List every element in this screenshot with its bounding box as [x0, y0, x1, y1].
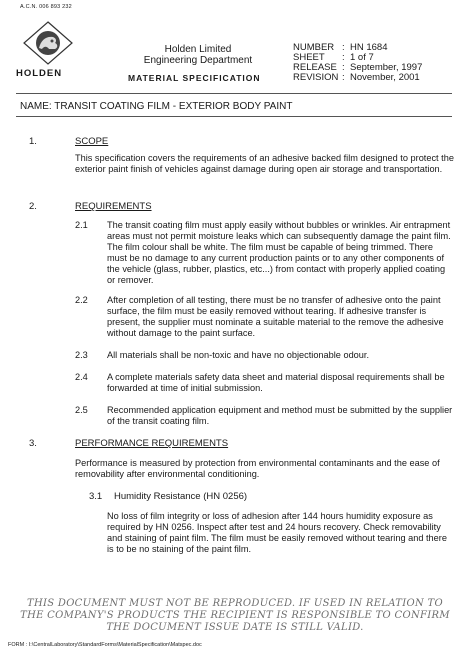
meta-key: NUMBER — [293, 42, 335, 53]
section-1-heading: SCOPE — [75, 136, 109, 147]
company-block — [138, 44, 258, 66]
subsection-3-1-body: No loss of film integrity or loss of adhesion after 144 hours humidity exposure as required by HN 0256. Inspect after test and 24 hours recovery. Check removability and staining of paint film. The film must be easily removed without tearing and there is to be no staining of the paint film. — [107, 511, 447, 554]
item-text: All materials shall be non-toxic and have no objectionable odour. — [107, 350, 370, 360]
meta-row-sheet: SHEET : 1 of 7 — [293, 52, 374, 63]
section-3-heading: PERFORMANCE REQUIREMENTS — [75, 438, 229, 449]
header-divider — [16, 93, 452, 94]
item-text: A complete materials safety data sheet and material disposal requirements shall be forwarded at time of initial submission. — [107, 372, 445, 393]
reproduction-warning — [0, 598, 470, 634]
item-text: After completion of all testing, there must be no transfer of adhesive onto the paint surface, the film must be easily removed without tearing. If adhesive transfer is present, the supplier must nominate a suitable material to the remove the adhesive without damage to the paint surface. — [107, 295, 444, 338]
section-1-body: This specification covers the requirements of an adhesive backed film designed to protect the exterior paint finish of vehicles against damage during open air storage and transportation. — [75, 153, 454, 174]
item-text: The transit coating film must apply easily without bubbles or wrinkles. Air entrapment areas must not permit moisture leaks which can subsequently damage the paint film. The film colour shall be white. The film must be capable of being trimmed. There must be no damage to any current production paints or to any other components of the vehicle (glass, rubber, plastics, etc...) from contact with properly applied coating or remover. — [107, 220, 451, 285]
subsection-3-1-number: 3.1 — [89, 491, 103, 502]
section-2-heading: REQUIREMENTS — [75, 201, 152, 212]
meta-key: REVISION — [293, 72, 339, 83]
section-3-number: 3. — [29, 438, 37, 449]
meta-value: HN 1684 — [350, 42, 388, 53]
meta-value: November, 2001 — [350, 72, 420, 83]
meta-value: 1 of 7 — [350, 52, 374, 63]
item-number: 2.5 — [75, 405, 88, 415]
warning-line: THE DOCUMENT ISSUE DATE IS STILL VALID. — [106, 622, 364, 633]
item-number: 2.3 — [75, 350, 88, 360]
meta-key: SHEET — [293, 52, 325, 63]
meta-value: September, 1997 — [350, 62, 423, 73]
form-path: FORM : I:\CentralLaboratory\StandardForms\MaterialSpecification\Matspec.doc — [8, 642, 202, 648]
document-meta-table — [293, 43, 422, 83]
title-divider — [16, 116, 452, 117]
company-name: Holden Limited — [164, 44, 232, 55]
meta-row-release: RELEASE : September, 1997 — [293, 62, 423, 73]
acn-number: A.C.N. 006 893 232 — [20, 4, 72, 10]
meta-row-revision: REVISION : November, 2001 — [293, 72, 420, 83]
meta-row-number: NUMBER : HN 1684 — [293, 42, 388, 53]
warning-line: THE COMPANY'S PRODUCTS THE RECIPIENT IS RESPONSIBLE TO CONFIRM — [20, 610, 450, 621]
department-name: Engineering Department — [143, 55, 253, 66]
meta-key: RELEASE — [293, 62, 337, 73]
section-2-number: 2. — [29, 201, 37, 212]
item-number: 2.4 — [75, 372, 88, 382]
document-type: MATERIAL SPECIFICATION — [128, 73, 261, 83]
item-number: 2.1 — [75, 220, 88, 230]
logo-wordmark: HOLDEN — [16, 68, 63, 79]
document-title: NAME: TRANSIT COATING FILM - EXTERIOR BODY PAINT — [20, 101, 293, 112]
subsection-3-1-heading: Humidity Resistance (HN 0256) — [114, 491, 248, 502]
section-3-body: Performance is measured by protection from environmental contaminants and the ease of removability after environmental conditioning. — [75, 458, 440, 479]
item-text: Recommended application equipment and method must be submitted by the supplier of the transit coating film. — [107, 405, 453, 426]
warning-line: THIS DOCUMENT MUST NOT BE REPRODUCED. IF USED IN RELATION TO — [27, 598, 443, 609]
item-number: 2.2 — [75, 295, 88, 305]
section-1-number: 1. — [29, 136, 37, 147]
